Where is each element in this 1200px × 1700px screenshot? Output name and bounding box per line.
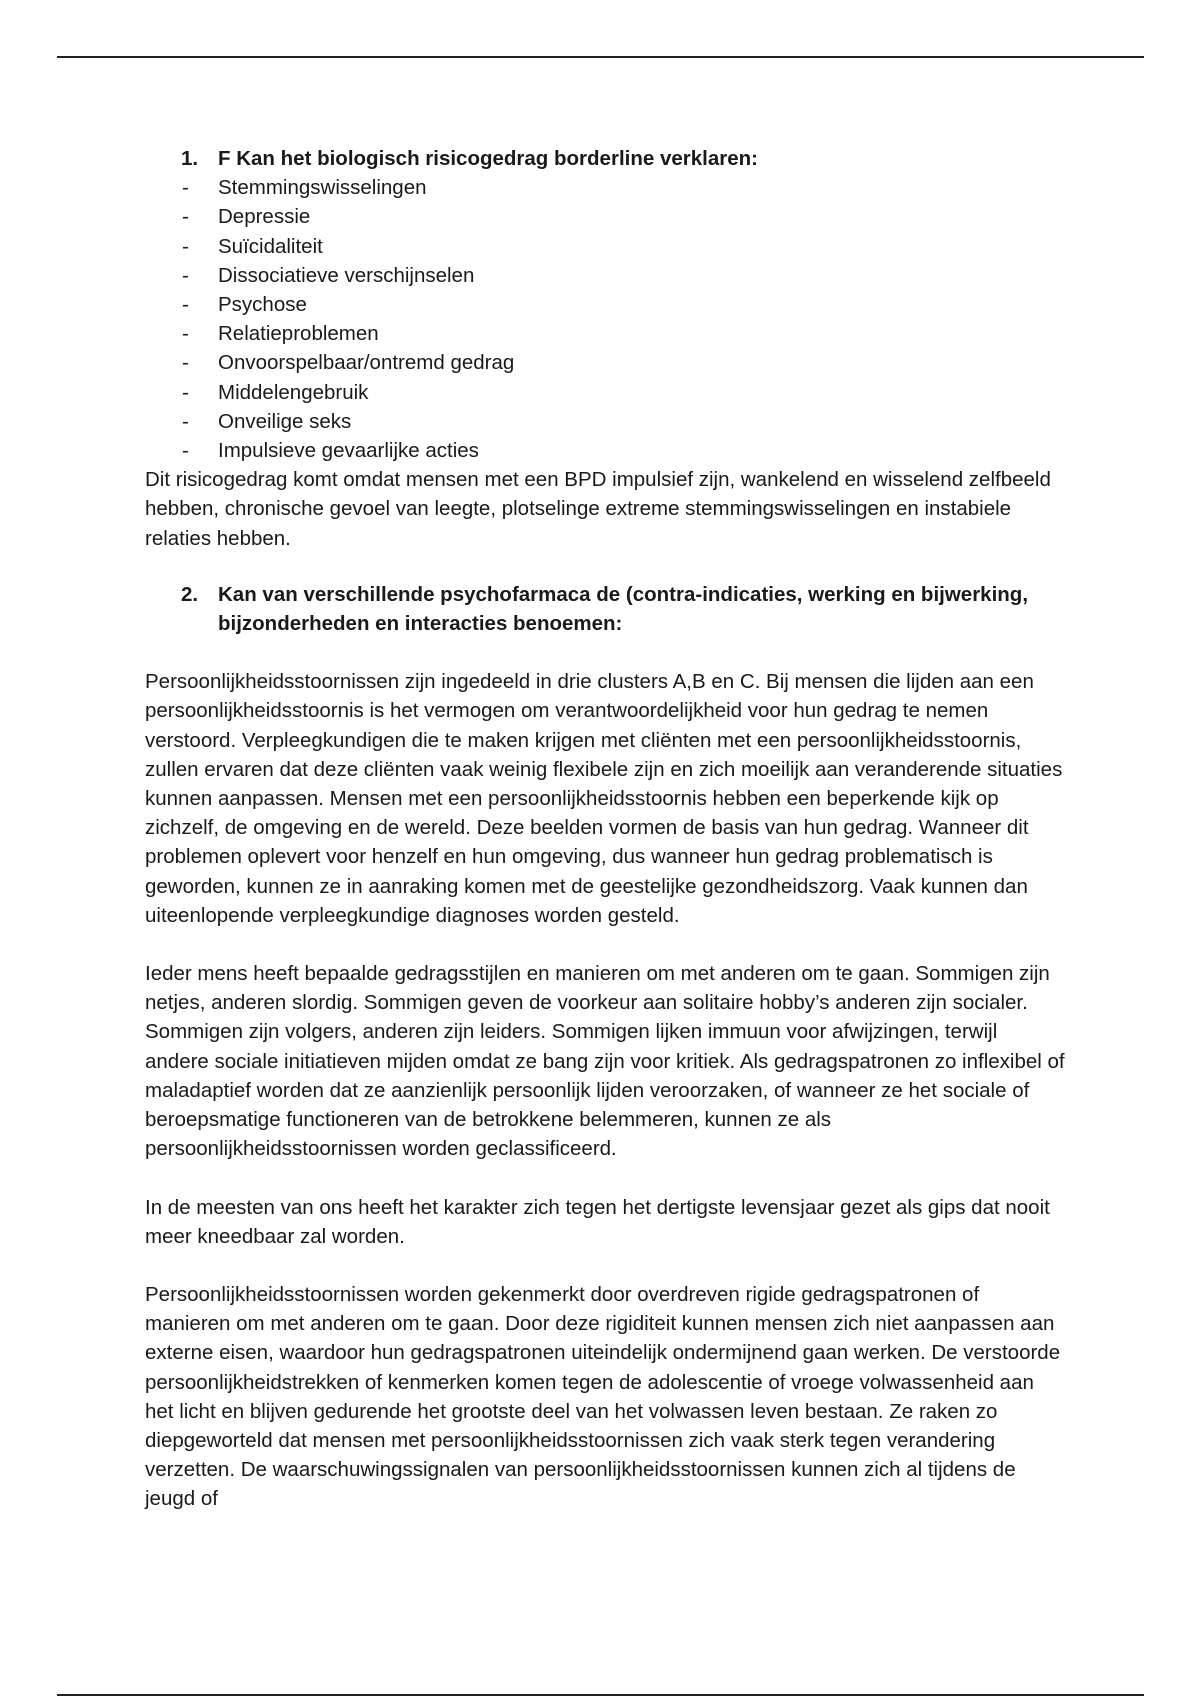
- list-dash: -: [182, 205, 189, 229]
- risk-behaviour-list: [145, 173, 1065, 465]
- list-dash: -: [182, 380, 189, 404]
- paragraph: Persoonlijkheidsstoornissen worden gekenmerkt door overdreven rigide gedragspatronen of manieren om met anderen om te gaan. Door deze rigiditeit kunnen mensen zich niet aanpassen aan externe eisen, waardoor hun gedragspatronen uiteindelijk ondermijnend gaan werken. De verstoorde persoonlijkheidstrekken of kenmerken komen tegen de adolescentie of vroege volwassenheid aan het licht en blijven gedurende het grootste deel van het volwassen leven bestaan. Ze raken zo diepgeworteld dat mensen met persoonlijkheidsstoornissen zich vaak sterk tegen verandering verzetten. De waarschuwingssignalen van persoonlijkheidsstoornissen kunnen zich al tijdens de jeugd of: [145, 1282, 1061, 1511]
- list-item: - Middelengebruik: [145, 378, 1065, 407]
- list-item: - Dissociatieve verschijnselen: [145, 261, 1065, 290]
- section-1-number: 1.: [181, 147, 199, 170]
- list-item: - Relatieproblemen: [145, 319, 1065, 348]
- list-dash: -: [182, 351, 189, 375]
- section-1-heading: [145, 144, 1065, 173]
- section-1-summary: Dit risicogedrag komt omdat mensen met een BPD impulsief zijn, wankelend en wisselend zelfbeeld hebben, chronische gevoel van leegte, plotselinge extreme stemmingswisselingen en instabiele relaties hebben.: [145, 468, 1051, 550]
- list-dash: -: [182, 322, 189, 346]
- list-dash: -: [182, 263, 189, 287]
- list-dash: -: [182, 176, 189, 200]
- top-rule: [57, 56, 1144, 58]
- section-2-heading-text: Kan van verschillende psychofarmaca de (contra-indicaties, werking en bijwerking, bijzonderheden en interacties benoemen:: [218, 582, 1029, 636]
- section-1-heading-text: F Kan het biologisch risicogedrag borderline verklaren:: [218, 147, 758, 170]
- list-dash: -: [182, 439, 189, 463]
- list-dash: -: [182, 409, 189, 433]
- paragraph: Persoonlijkheidsstoornissen zijn ingedeeld in drie clusters A,B en C. Bij mensen die lijden aan een persoonlijkheidsstoornis is het vermogen om verantwoordelijkheid voor hun gedrag te nemen verstoord. Verpleegkundigen die te maken krijgen met cliënten met een persoonlijkheidsstoornis, zullen ervaren dat deze cliënten vaak weinig flexibele zijn en zich moeilijk aan veranderende situaties kunnen aanpassen. Mensen met een persoonlijkheidsstoornis hebben een beperkende kijk op zichzelf, de omgeving en de wereld. Deze beelden vormen de basis van hun gedrag. Wanneer dit problemen oplevert voor henzelf en hun omgeving, dus wanneer hun gedrag problematisch is geworden, kunnen ze in aanraking komen met de geestelijke gezondheidszorg. Vaak kunnen dan uiteenlopende verpleegkundige diagnoses worden gesteld.: [145, 670, 1063, 927]
- list-item: - Stemmingswisselingen: [145, 173, 1065, 202]
- paragraph: Ieder mens heeft bepaalde gedragsstijlen en manieren om met anderen om te gaan. Sommigen zijn netjes, anderen slordig. Sommigen geven de voorkeur aan solitaire hobby’s anderen zijn socialer. Sommigen zijn volgers, anderen zijn leiders. Sommigen lijken immuun voor afwijzingen, terwijl andere sociale initiatieven mijden omdat ze bang zijn voor kritiek. Als gedragspatronen zo inflexibel of maladaptief worden dat ze aanzienlijk persoonlijk lijden veroorzaken, of wanneer ze het sociale of beroepsmatige functioneren van de betrokkene belemmeren, kunnen ze als persoonlijkheidsstoornissen worden geclassificeerd.: [145, 962, 1065, 1161]
- list-item: - Onveilige seks: [145, 407, 1065, 436]
- list-dash: -: [182, 234, 189, 258]
- list-dash: -: [182, 293, 189, 317]
- list-item: - Impulsieve gevaarlijke acties: [145, 436, 1065, 465]
- bottom-rule: [57, 1694, 1144, 1696]
- list-item: - Suïcidaliteit: [145, 232, 1065, 261]
- section-2-heading: [145, 580, 1065, 638]
- paragraph: In de meesten van ons heeft het karakter zich tegen het dertigste levensjaar gezet als gips dat nooit meer kneedbaar zal worden.: [145, 1195, 1050, 1248]
- section-2-number: 2.: [181, 582, 199, 606]
- list-item: - Psychose: [145, 290, 1065, 319]
- list-item: - Onvoorspelbaar/ontremd gedrag: [145, 348, 1065, 377]
- list-item: - Depressie: [145, 202, 1065, 231]
- document-body: [145, 144, 1065, 1514]
